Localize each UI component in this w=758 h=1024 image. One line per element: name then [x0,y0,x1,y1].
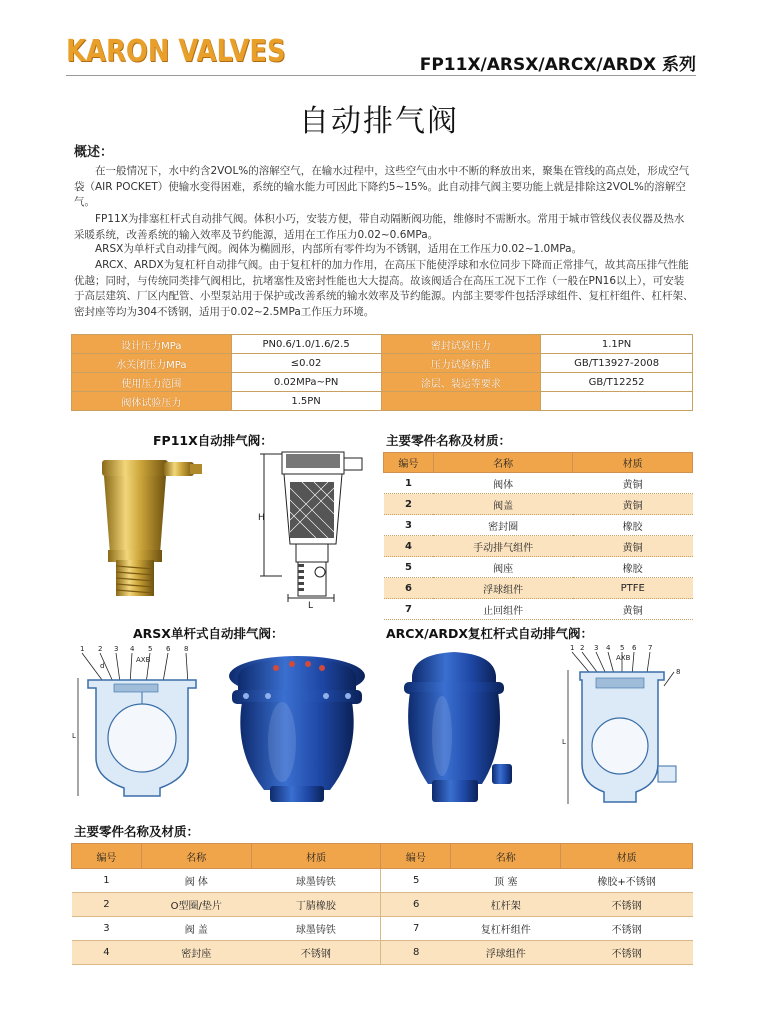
dim-d-label: d [100,662,105,670]
spec-value [541,392,693,411]
arsx-heading: ARSX单杆式自动排气阀： [133,626,284,641]
col-header: 名称 [451,844,561,869]
col-header: 编号 [72,844,142,869]
parts-table-fp11x [383,452,693,620]
part-material: 黄铜 [573,536,693,557]
part-material: 橡胶 [573,515,693,536]
arsx-section-drawing [68,640,210,800]
part-material: 黄铜 [573,599,693,620]
spec-table [71,334,693,411]
part-name: 止回组件 [433,599,573,620]
part-no: 1 [72,869,142,893]
spec-label: 水关闭压力MPa [72,354,232,373]
dim-h-label: H [258,513,265,523]
overview-paragraph-4: ARCX、ARDX为复杠杆自动排气阀。由于复杠杆的加力作用，在高压下能使浮球和水位同步下降而正常排气，故其高压排气性能优越；同时，与传统同类排气阀相比，抗堵塞性及密封性能也大大提高。故该阀适合在高压工况下工作（一般在PN16以上），可安装于高层建筑、厂区内配管、小型泵站用于保护或改善系统的输水效率及节约能源。内部主要零件包括浮球组件、复杠杆组件、杠杆架、密封座等均为304不锈钢，适用于0.02~2.5MPa工作压力环境。 [74,259,694,318]
spec-value: ≤0.02 [231,354,381,373]
part-name: 阀体 [433,473,573,494]
dim-l-label: L [308,601,314,608]
part-no: 2 [72,893,142,917]
page-title: 自动排气阀 [299,104,459,139]
callout-4: 4 [606,644,611,652]
callout-6: 6 [632,644,637,652]
spec-value: 1.1PN [541,335,693,354]
part-material: 球墨铸铁 [251,917,381,941]
part-no: 5 [381,869,451,893]
part-material: 不锈钢 [561,917,693,941]
overview-heading: 概述： [74,145,114,160]
table-row [384,557,693,578]
table-row [72,869,693,893]
spec-label: 涂层、装运等要求 [381,373,541,392]
part-no: 6 [381,893,451,917]
dim-l-label: L [562,738,566,746]
part-name: 阀 体 [141,869,251,893]
part-name: 浮球组件 [433,578,573,599]
spec-row [72,373,693,392]
callout-3: 3 [114,645,119,653]
table-header-row [72,844,693,869]
parts2-heading: 主要零件名称及材质： [74,824,200,839]
col-header: 材质 [251,844,381,869]
callout-5: 5 [148,645,153,653]
overview-paragraph-2: FP11X为排塞杠杆式自动排气阀。体积小巧，安装方便，带自动隔断阀功能，维修时不需断水。常用于城市管线仪表仪器及热水采暖系统，改善系统的输入效率及节约能源，适用在工作压力0.02~0.6MPa。 [74,213,685,241]
col-header: 名称 [433,453,573,473]
overview-paragraph-3: ARSX为单杆式自动排气阀。阀体为椭圆形，内部所有零件均为不锈钢，适用在工作压力0.02~1.0MPa。 [95,243,583,255]
part-name: 杠杆架 [451,893,561,917]
table-row [72,917,693,941]
spec-label: 压力试验标准 [381,354,541,373]
table-row [72,893,693,917]
col-header: 名称 [141,844,251,869]
part-no: 3 [72,917,142,941]
spec-value: 1.5PN [231,392,381,411]
part-no: 3 [384,515,434,536]
part-material: 橡胶+不锈钢 [561,869,693,893]
part-material: 不锈钢 [251,941,381,965]
table-row [384,599,693,620]
callout-6: 6 [166,645,171,653]
table-row [384,515,693,536]
part-name: 顶 塞 [451,869,561,893]
col-header: 材质 [561,844,693,869]
part-no: 7 [384,599,434,620]
dim-axb-label: AXB [616,654,631,662]
spec-label [381,392,541,411]
part-name: 手动排气组件 [433,536,573,557]
table-row [384,536,693,557]
part-name: 密封座 [141,941,251,965]
spec-value: 0.02MPa~PN [231,373,381,392]
part-name: 复杠杆组件 [451,917,561,941]
table-header-row [384,453,693,473]
header-divider [66,75,696,76]
callout-8: 8 [676,668,681,676]
part-no: 7 [381,917,451,941]
col-header: 编号 [381,844,451,869]
part-no: 4 [72,941,142,965]
table-row [72,941,693,965]
parts-table-arsx-arcx [71,843,693,965]
part-material: 球墨铸铁 [251,869,381,893]
overview-paragraph-1: 在一般情况下，水中约含2VOL%的溶解空气，在输水过程中，这些空气由水中不断的释放出来，聚集在管线的高点处，形成空气袋（AIR POCKET）使输水变得困难，系统的输水能力可因此下降约5~15%。此自动排气阀主要功能上就是排除这2VOL%的溶解空气。 [74,165,690,209]
callout-2: 2 [580,644,585,652]
parts1-heading: 主要零件名称及材质： [386,433,512,448]
callout-1: 1 [570,644,575,652]
dim-l-label: L [72,732,76,740]
table-row [384,494,693,515]
dim-axb-label: AXB [136,656,151,664]
table-row [384,578,693,599]
callout-4: 4 [130,645,135,653]
brand-logo: KARON VALVES [66,34,286,69]
part-no: 1 [384,473,434,494]
spec-row [72,392,693,411]
spec-label: 密封试验压力 [381,335,541,354]
spec-row [72,354,693,373]
callout-1: 1 [80,645,85,653]
part-material: 不锈钢 [561,893,693,917]
fp11x-photo [94,452,209,602]
part-no: 5 [384,557,434,578]
part-no: 6 [384,578,434,599]
part-no: 4 [384,536,434,557]
spec-value: PN0.6/1.0/1.6/2.5 [231,335,381,354]
part-no: 8 [381,941,451,965]
fp11x-section-drawing [238,448,368,608]
part-name: 阀盖 [433,494,573,515]
arcx-heading: ARCX/ARDX复杠杆式自动排气阀： [386,626,593,641]
table-row [384,473,693,494]
spec-label: 设计压力MPa [72,335,232,354]
fp11x-heading: FP11X自动排气阀： [153,433,273,448]
callout-5: 5 [620,644,625,652]
spec-row [72,335,693,354]
part-name: 阀 盖 [141,917,251,941]
part-name: 浮球组件 [451,941,561,965]
spec-value: GB/T13927-2008 [541,354,693,373]
part-material: 丁腈橡胶 [251,893,381,917]
part-material: 黄铜 [573,473,693,494]
arcx-photo [398,646,518,811]
callout-8: 8 [184,645,189,653]
part-name: 密封圈 [433,515,573,536]
part-name: O型圈/垫片 [141,893,251,917]
spec-value: GB/T12252 [541,373,693,392]
series-title: FP11X/ARSX/ARCX/ARDX 系列 [419,55,696,75]
part-material: 黄铜 [573,494,693,515]
part-material: 不锈钢 [561,941,693,965]
arsx-photo [222,652,372,812]
spec-label: 阀体试验压力 [72,392,232,411]
callout-7: 7 [648,644,653,652]
arcx-section-drawing [560,640,690,810]
callout-3: 3 [594,644,599,652]
callout-2: 2 [98,645,103,653]
part-no: 2 [384,494,434,515]
part-material: PTFE [573,578,693,599]
col-header: 材质 [573,453,693,473]
part-material: 橡胶 [573,557,693,578]
part-name: 阀座 [433,557,573,578]
spec-label: 使用压力范围 [72,373,232,392]
col-header: 编号 [384,453,434,473]
